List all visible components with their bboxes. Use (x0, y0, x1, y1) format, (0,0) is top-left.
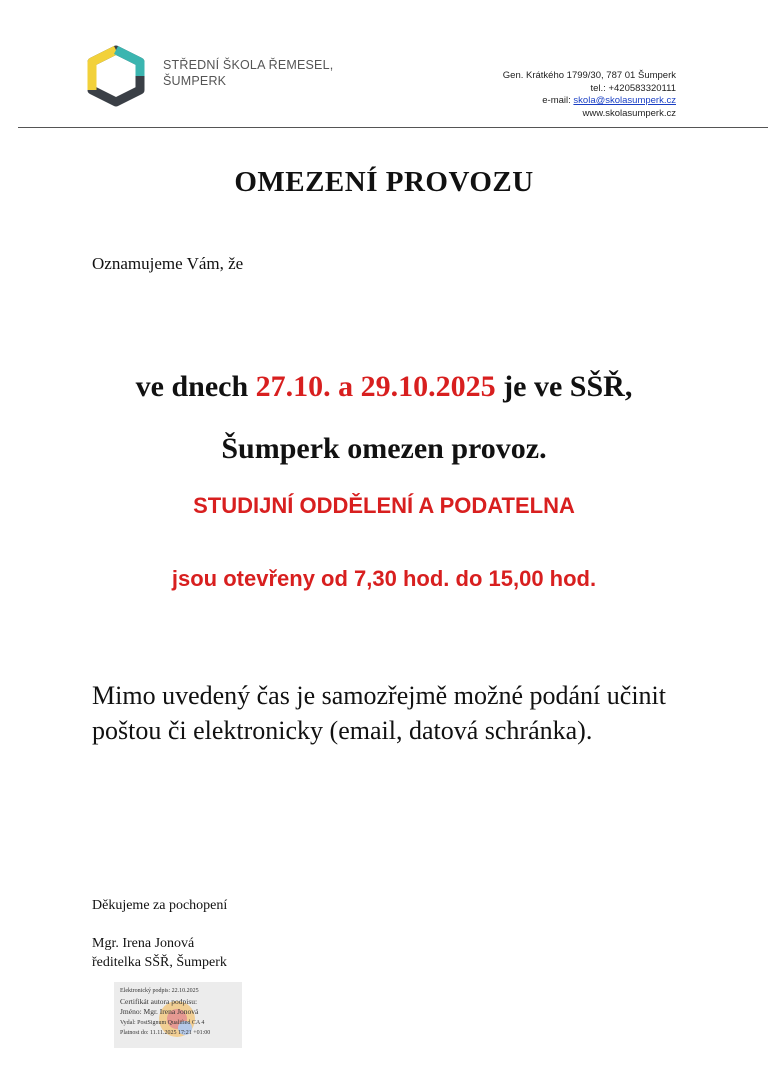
dates-line (0, 370, 768, 404)
header-divider (18, 127, 768, 128)
electronic-signature (114, 982, 242, 1048)
limited-operation-line: Šumperk omezen provoz. (221, 432, 547, 465)
email-label: e-mail: (542, 95, 571, 106)
hexagon-logo-icon (84, 44, 148, 108)
info-paragraph: Mimo uvedený čas je samozřejmě možné podání učinit poštou či elektronicky (email, datová schránka). (92, 681, 666, 745)
signature-line-issuer: Vydal: PostSignum Qualified CA 4 (120, 1019, 205, 1026)
dates-suffix: je ve SŠŘ, (503, 370, 633, 403)
page-title: OMEZENÍ PROVOZU (234, 166, 534, 198)
signer-title: ředitelka SŠŘ, Šumperk (92, 955, 227, 970)
school-name-line2: ŠUMPERK (163, 74, 227, 88)
website: www.skolasumperk.cz (582, 107, 676, 119)
thanks-text: Děkujeme za pochopení (92, 898, 228, 913)
signature-line-cert: Certifikát autora podpisu: (120, 996, 198, 1006)
school-name-line1: STŘEDNÍ ŠKOLA ŘEMESEL, (163, 58, 334, 72)
signer-block (92, 934, 227, 972)
contact-block (503, 70, 676, 120)
signature-line-date: Elektronický podpis: 22.10.2025 (120, 988, 199, 994)
address: Gen. Krátkého 1799/30, 787 01 Šumperk (502, 70, 676, 81)
opening-hours: jsou otevřeny od 7,30 hod. do 15,00 hod. (171, 566, 597, 591)
signature-line-name: Jméno: Mgr. Irena Jonová (120, 1007, 199, 1016)
dates-value: 27.10. a 29.10.2025 (255, 370, 496, 403)
phone: tel.: +420583320111 (590, 82, 676, 94)
email-link[interactable]: skola@skolasumperk.cz (573, 95, 676, 106)
email-row (503, 95, 676, 108)
greeting: Oznamujeme Vám, že (92, 254, 244, 273)
school-name (163, 57, 333, 89)
dates-prefix: ve dnech (135, 370, 249, 403)
signature-line-validity: Platnost do: 11.11.2025 17:21 +01:00 (120, 1030, 211, 1036)
department-heading: STUDIJNÍ ODDĚLENÍ A PODATELNA (193, 493, 575, 518)
signer-name: Mgr. Irena Jonová (92, 936, 195, 951)
